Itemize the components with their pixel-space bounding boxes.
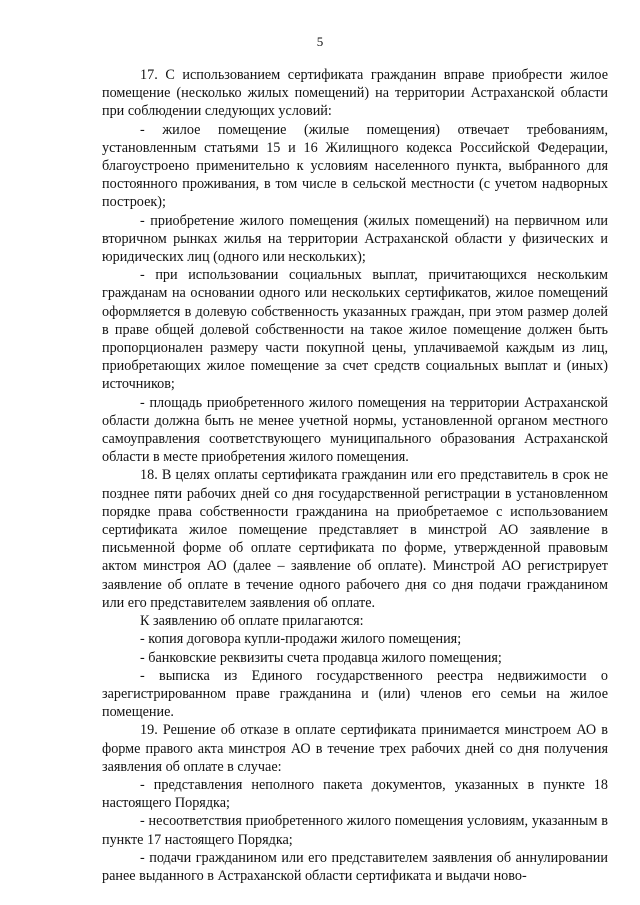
list-item-housing-requirements: - жилое помещение (жилые помещения) отвечает требованиям, установленным статьями 15 и 16 Жилищного кодекса Российской Федерации, благоустроено применительно к условиям населенного пункта, выбранного для постоянного проживания, в том числе в сельской местности (с учетом надворных построек); [102, 121, 608, 211]
paragraph-17-intro: 17. С использованием сертификата гражданин вправе приобрести жилое помещение (несколько жилых помещений) на территории Астраханской области при соблюдении следующих условий: [102, 67, 608, 120]
list-item-nonconformity: - несоответствия приобретенного жилого помещения условиям, указанным в пункте 17 настоящего Порядка; [102, 813, 608, 848]
page-number: 5 [316, 34, 324, 49]
list-item-incomplete-docs: - представления неполного пакета документов, указанных в пункте 18 настоящего Порядка; [102, 776, 608, 812]
list-item-registry-extract: - выписка из Единого государственного реестра недвижимости о зарегистрированном праве гражданина и (или) членов его семьи на жилое помещение. [102, 667, 608, 721]
list-item-bank-details: - банковские реквизиты счета продавца жилого помещения; [140, 649, 502, 666]
list-item-area-norm: - площадь приобретенного жилого помещения на территории Астраханской области должна быть не менее учетной нормы, установленной органом местного самоуправления соответствующего муниципального образования Астраханской области в месте приобретения жилого помещения. [102, 394, 608, 466]
list-item-cancellation: - подачи гражданином или его представителем заявления об аннулировании ранее выданного в Астраханской области сертификата и выдачи ново- [102, 849, 608, 884]
paragraph-19: 19. Решение об отказе в оплате сертификата принимается минстроем АО в форме правого акта минстроя АО в течение трех рабочих дней со дня получения заявления об оплате в случае: [102, 722, 608, 775]
document-body [102, 66, 608, 885]
paragraph-18: 18. В целях оплаты сертификата гражданин или его представитель в срок не позднее пяти рабочих дней со дня государственной регистрации в установленном порядке права собственности гражданина на приобретаемое с использованием сертификата жилое помещение представляет в минстрой АО заявление в письменной форме об оплате сертификата по форме, утвержденной правовым актом минстроя АО (далее – заявление об оплате). Минстрой АО регистрирует заявление об оплате в течение одного рабочего дня со дня подачи гражданином или его представителем заявления об оплате. [102, 467, 608, 611]
attachments-intro: К заявлению об оплате прилагаются: [140, 613, 364, 630]
list-item-contract-copy: - копия договора купли-продажи жилого помещения; [140, 631, 462, 648]
list-item-shared-ownership: - при использовании социальных выплат, причитающихся нескольким гражданам на основании одного или нескольких сертификатов, жилое помещений оформляется в долевую собственность указанных граждан, при этом размер долей в праве общей долевой собственности на такое жилое помещение должен быть пропорционален размеру части покупной цены, уплачиваемой каждым из лиц, приобретающих жилое помещение за счет средств социальных выплат и (иных) источников; [102, 267, 608, 393]
list-item-market-purchase: - приобретение жилого помещения (жилых помещений) на первичном или вторичном рынках жилья на территории Астраханской области у физических и юридических лиц (одного или нескольких); [102, 212, 608, 266]
